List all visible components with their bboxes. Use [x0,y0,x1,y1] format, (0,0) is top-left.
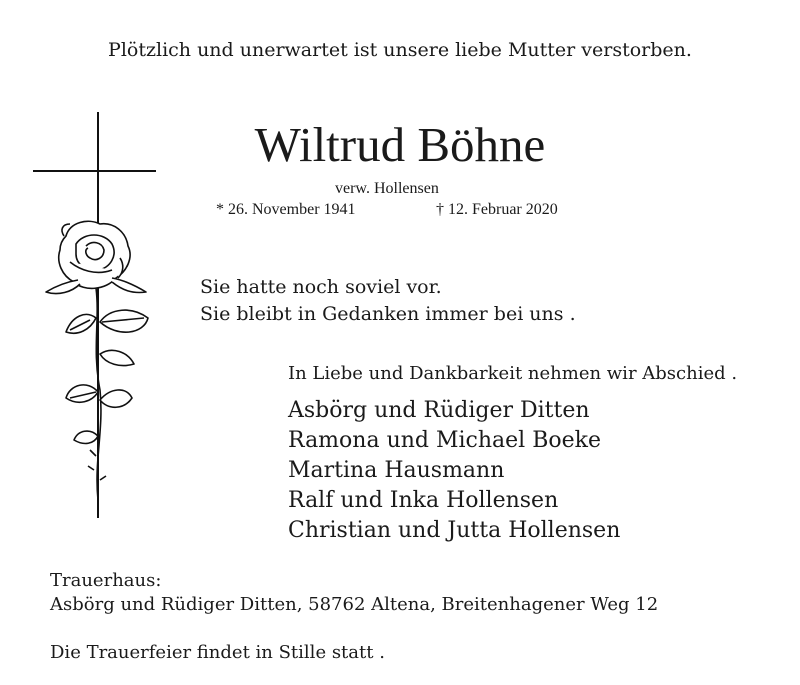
cross-rose-icon [28,108,168,523]
farewell-line: In Liebe und Dankbarkeit nehmen wir Abschied . [288,363,738,384]
mourner-item: Asbörg und Rüdiger Ditten [288,398,590,423]
mourning-house-label: Trauerhaus: [50,570,162,591]
birth-date: * 26. November 1941 [216,201,356,218]
deceased-name: Wiltrud Böhne [254,117,546,172]
mourning-house-address: Asbörg und Rüdiger Ditten, 58762 Altena, Breitenhagener Weg 12 [50,594,659,615]
death-date: † 12. Februar 2020 [436,201,558,218]
mourner-item: Martina Hausmann [288,458,505,483]
verse-line-1: Sie hatte noch soviel vor. [200,276,442,298]
mourners-list [288,396,620,546]
ceremony-note: Die Trauerfeier findet in Stille statt . [50,642,385,663]
mourner-item: Christian und Jutta Hollensen [288,518,621,543]
mourner-item: Ralf und Inka Hollensen [288,488,559,513]
mourner-item: Ramona und Michael Boeke [288,428,601,453]
maiden-name: verw. Hollensen [335,180,439,197]
verse-line-2: Sie bleibt in Gedanken immer bei uns . [200,303,576,325]
intro-line: Plötzlich und unerwartet ist unsere liebe Mutter verstorben. [108,39,692,61]
